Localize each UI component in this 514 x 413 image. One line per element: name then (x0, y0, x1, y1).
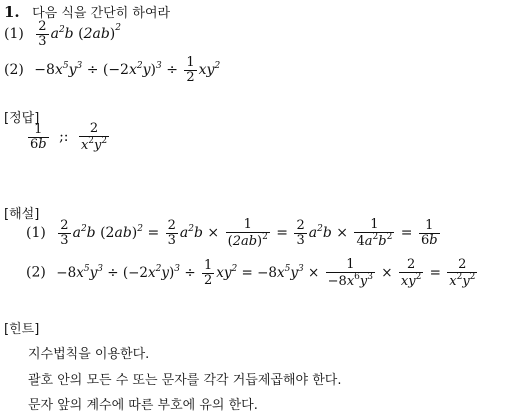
hint-heading: [힌트] (4, 322, 40, 337)
problem-item-2 (4, 56, 220, 84)
problem-instruction: 다음 식을 간단히 하여라 (32, 6, 171, 21)
hint-line: 지수법칙을 이용한다. (28, 347, 150, 362)
problem-item-label: (1) (4, 26, 24, 43)
problem-header (4, 2, 170, 21)
answer-heading: [정답] (4, 111, 40, 126)
answer-2: $\frac{2}{x^2y^2}$ (80, 121, 108, 153)
problem-item-label: (2) (4, 62, 24, 79)
hint-line: 문자 앞의 계수에 따른 부호에 유의 한다. (28, 398, 258, 413)
solution-expression: $-8x^5y^3 \div (-2x^2y)^3$ ÷ $\frac{1}{2}$ $xy^2 = -8x^5y^3$ × $\frac{1}{-8x^6y^3}$ × $\frac{2}{xy^2}$ = $\frac{2}{x^2y^2}$ (56, 257, 476, 289)
problem-expression: $-8x^5y^3 \div (-2x^2y)^3$ ÷ $\frac{1}{2}$ $xy^2$ (34, 55, 221, 85)
problem-item-1 (4, 20, 121, 48)
problem-number: 1. (4, 3, 20, 21)
hint-line: 괄호 안의 모든 수 또는 문자를 각각 거듭제곱해야 한다. (28, 373, 342, 388)
solution-item-label: (1) (26, 225, 46, 242)
solution-item-2 (26, 258, 479, 288)
problem-expression: $\frac{2}{3}$ $a^2b$ $(2ab)^2$ (38, 19, 121, 49)
answer-separator: ;: (59, 129, 69, 146)
solution-item-1 (26, 218, 442, 248)
answer-1: $\frac{1}{6b}$ (30, 122, 47, 152)
solution-heading: [해설] (4, 207, 40, 222)
solution-item-label: (2) (26, 264, 46, 281)
answer-values (26, 122, 111, 152)
solution-expression: $\frac{2}{3}$ $a^2b$ $(2ab)^2$ = $\frac{2}{3}$ $a^2b$ × $\frac{1}{(2ab)^2}$ = $\frac{2}{3}$ $a^2b$ × $\frac{1}{4a^2b^2}$ = $\frac{1}{6b}$ (60, 217, 438, 249)
